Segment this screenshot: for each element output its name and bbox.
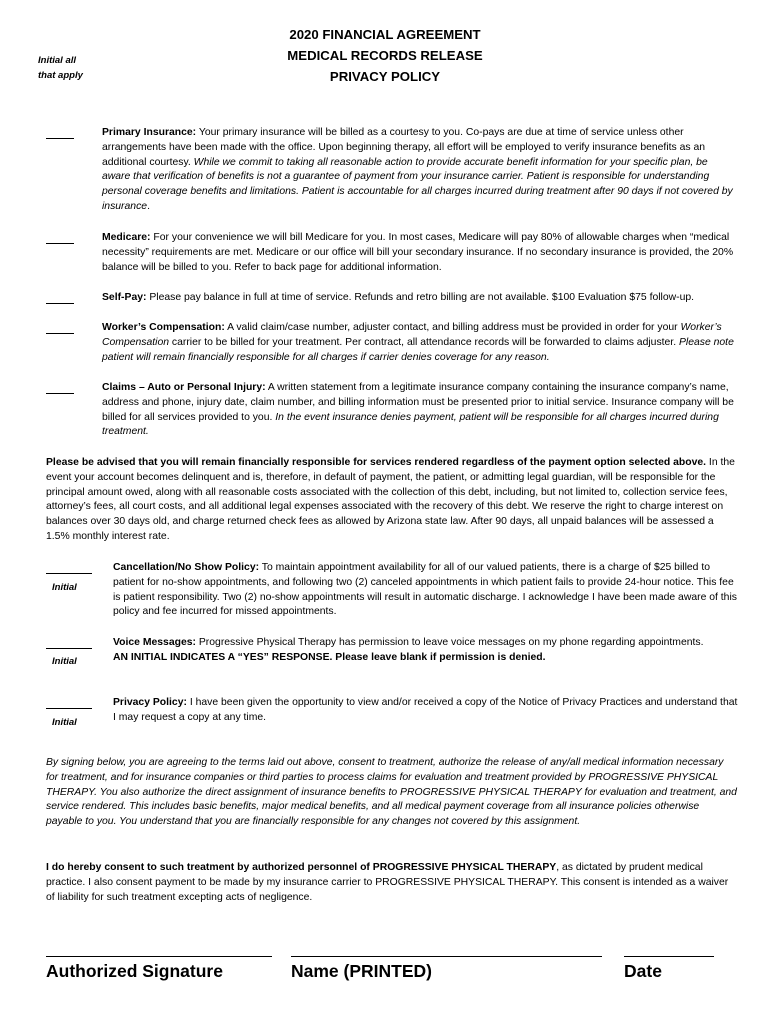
primary-text: Your primary insurance will be billed as a courtesy to you. Co-pays are due at time of service unless other arrangements have been made with the office. Upon beginning therapy, all effort will be employed to verify insurance benefits as an additional courtesy. <box>102 127 706 168</box>
claims-italic: In the event insurance denies payment, patient will be responsible for all charges incurred during treatment. <box>102 411 719 438</box>
initial-all-line-1: Initial all <box>38 55 77 66</box>
primary-end: . <box>147 200 150 212</box>
workers-italic-1: Worker’s Compensation <box>102 322 722 348</box>
initial-blank-privacy[interactable] <box>46 708 92 709</box>
date-label: Date <box>624 961 662 981</box>
voice-bold-notice: AN INITIAL INDICATES A “YES” RESPONSE. Please leave blank if permission is denied. <box>113 651 546 663</box>
initial-blank-workers[interactable] <box>46 333 74 334</box>
initial-all-line-2: that apply <box>38 69 83 81</box>
initial-blank-primary[interactable] <box>46 138 74 139</box>
initial-blank-claims[interactable] <box>46 393 74 394</box>
workers-heading: Worker’s Compensation: <box>102 322 225 333</box>
primary-heading: Primary Insurance: <box>102 127 197 138</box>
initial-label-cancellation: Initial <box>52 582 77 593</box>
cancellation-heading: Cancellation/No Show Policy: <box>113 562 260 573</box>
name-printed-line[interactable] <box>291 956 602 957</box>
initial-blank-cancellation[interactable] <box>46 573 92 574</box>
privacy-text: I have been given the opportunity to view and/or received a copy of the Notice of Privacy Practices and understand that I may request a copy at any time. <box>113 697 738 723</box>
initial-blank-selfpay[interactable] <box>46 303 74 304</box>
signing-statement: By signing below, you are agreeing to the terms laid out above, consent to treatment, authorize the release of any/all medical information necessary for treatment, and for insurance companies or third parties to process claims for evaluation and treatment provided by PROGRESSIVE PHYSICAL THERAPY. You also authorize the direct assignment of insurance benefits to PROGRESSIVE PHYSICAL THERAPY for evaluation and treatment, and service rendered. This includes basic benefits, major medical benefits, and all medical payment coverage from all insurance policies otherwise payable to you. You understand that you are financially responsible for any changes not covered by this assignment. <box>46 757 737 828</box>
consent-text: , as dictated by prudent medical practice. I also consent payment to be made by my insurance carrier to PROGRESSIVE PHYSICAL THERAPY. This consent is intended as a waiver of liability for such treatment excepting acts of negligence. <box>46 862 729 903</box>
section-financial-responsibility <box>46 456 738 545</box>
workers-italic-2: Please note patient will remain financially responsible for all charges if carrier denies coverage for any reason. <box>102 336 734 363</box>
initial-blank-medicare[interactable] <box>46 243 74 244</box>
consent-bold: I do hereby consent to such treatment by authorized personnel of PROGRESSIVE PHYSICAL THERAPY <box>46 862 557 873</box>
advised-text: In the event your account becomes delinquent and is, therefore, in default of payment, the patient, or admitting legal guardian, will be responsible for the principal amount owed, along with all reasonable costs associated with the collection of this debt, including, but not limited to, collection service fees, attorney’s fees, all court costs, and all additional legal expenses associated with the recovery of this debt. We reserve the right to charge interest on balances over 30 days old, and charge returned check fees as allowed by Arizona state law. After 90 days, all unpaid balances will be assessed a 1.5% monthly interest rate. <box>46 457 735 542</box>
workers-text-2: carrier to be billed for your treatment. Per contract, all attendance records will be forwarded to claims adjuster. <box>169 336 679 348</box>
date-line[interactable] <box>624 956 714 957</box>
medicare-text: For your convenience we will bill Medicare for you. In most cases, Medicare will pay 80% of allowable charges when “medical necessity” requirements are met. Medicare or our office will bill your secondary insurance. If no secondary insurance is provided, the 20% balance will be billed to you. Refer to back page for additional information. <box>102 232 734 273</box>
consent-statement <box>46 861 738 905</box>
document-title <box>0 24 770 87</box>
section-voice-messages <box>113 636 738 666</box>
initial-label-voice: Initial <box>52 656 77 667</box>
privacy-heading: Privacy Policy: <box>113 697 187 708</box>
cancellation-text: To maintain appointment availability for all of our valued patients, there is a charge of $25 billed to patient for no-show appointments, and following two (2) canceled appointments in which patient fails to provide 24-hour notice. This fee is patient responsibility. Two (2) no-show appointments will result in automatic discharge. I acknowledge I have been made aware of this policy and fee incurred for missed appointments. <box>113 562 737 618</box>
signature-line[interactable] <box>46 956 272 957</box>
section-claims <box>102 381 738 440</box>
advised-bold: Please be advised that you will remain financially responsible for services rendered regardless of the payment option selected above. <box>46 457 707 468</box>
primary-italic: While we commit to taking all reasonable action to provide accurate benefit information for your specific plan, be aware that verification of benefits is not a guarantee of payment from your insurance carrier. Patient is responsible for understanding personal coverage benefits and limitations. Patient is accountable for all charges incurred during treatment after 90 days if not covered by insurance <box>102 156 733 212</box>
voice-text: Progressive Physical Therapy has permission to leave voice messages on my phone regarding appointments. <box>195 637 704 648</box>
medicare-heading: Medicare: <box>102 232 151 243</box>
initial-all-note <box>38 54 83 83</box>
section-medicare <box>102 231 738 275</box>
section-cancellation <box>113 561 738 620</box>
selfpay-heading: Self-Pay: <box>102 292 147 303</box>
initial-label-privacy: Initial <box>52 717 77 728</box>
claims-text: A written statement from a legitimate insurance company containing the insurance company’s name, address and phone, injury date, claim number, and billing information must be presented prior to initial service. Insurance company will be billed for all services provided to you. <box>102 382 734 423</box>
authorized-signature-label: Authorized Signature <box>46 961 223 981</box>
section-self-pay <box>102 291 738 306</box>
name-printed-label: Name (PRINTED) <box>291 961 432 981</box>
section-workers-comp <box>102 321 738 365</box>
section-privacy-policy <box>113 696 738 726</box>
title-line-3: PRIVACY POLICY <box>329 69 441 84</box>
title-line-1: 2020 FINANCIAL AGREEMENT <box>289 27 481 42</box>
voice-heading: Voice Messages: <box>113 637 196 648</box>
selfpay-text: Please pay balance in full at time of service. Refunds and retro billing are not available. $100 Evaluation $75 follow-up. <box>146 292 695 303</box>
initial-blank-voice[interactable] <box>46 648 92 649</box>
claims-heading: Claims – Auto or Personal Injury: <box>102 382 266 393</box>
section-primary-insurance <box>102 126 738 215</box>
workers-text-1: A valid claim/case number, adjuster contact, and billing address must be provided in order for your <box>224 322 681 333</box>
title-line-2: MEDICAL RECORDS RELEASE <box>287 48 483 63</box>
